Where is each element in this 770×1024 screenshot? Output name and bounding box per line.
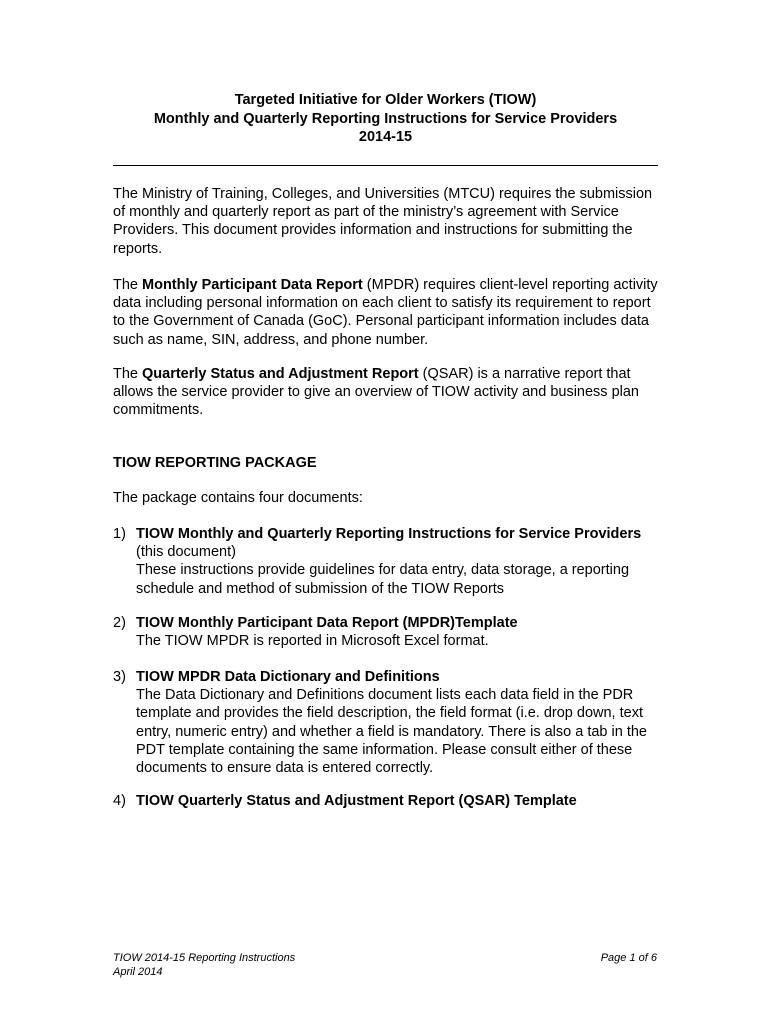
intro-paragraph-3 [113,365,661,420]
list-item [113,525,661,598]
list-item-title: TIOW Monthly and Quarterly Reporting Instructions for Service Providers [136,526,642,542]
list-number: 3) [113,669,126,685]
list-item-description: The TIOW MPDR is reported in Microsoft Excel format. [136,633,489,650]
list-number: 1) [113,526,126,542]
list-item-note: (this document) [136,544,236,561]
package-lead: The package contains four documents: [113,490,363,506]
footer-title: TIOW 2014-15 Reporting Instructions [113,952,296,964]
p2-prefix: The [113,277,143,293]
qsar-term: Quarterly Status and Adjustment Report [142,366,419,382]
p3-prefix: The [113,366,143,382]
p3-text: (QSAR) is a narrative report that allows the service provider to give an overview of TIOW activity and business plan commitments. [113,366,640,419]
p2-text: (MPDR) requires client-level reporting activity data including personal information on each client to satisfy its requirement to report to the Government of Canada (GoC). Personal participant information includes data such as name, SIN, address, and phone number. [113,277,658,348]
list-item-title: TIOW Monthly Participant Data Report (MPDR)Template [136,615,518,631]
mpdr-term: Monthly Participant Data Report [142,277,363,293]
list-item-description: These instructions provide guidelines for data entry, data storage, a reporting schedule and method of submission of the TIOW Reports [136,562,630,597]
title-divider [113,165,658,166]
list-item-title: TIOW MPDR Data Dictionary and Definitions [136,669,440,685]
title-line-1: Targeted Initiative for Older Workers (TIOW) [234,92,537,108]
list-item [113,668,661,777]
list-number: 4) [113,793,126,809]
title-line-2: Monthly and Quarterly Reporting Instructions for Service Providers [153,110,618,127]
intro-paragraph-1: The Ministry of Training, Colleges, and Universities (MTCU) requires the submission of monthly and quarterly report as part of the ministry’s agreement with Service Providers. This document provides information and instructions for submitting the reports. [113,186,653,257]
list-item-description: The Data Dictionary and Definitions document lists each data field in the PDR template and provides the field description, the field format (i.e. drop down, text entry, numeric entry) and whether a field is mandatory. There is also a tab in the PDT template containing the same information. Please consult either of these documents to ensure data is entered correctly. [136,687,647,777]
footer-date: April 2014 [113,965,163,978]
list-number: 2) [113,615,126,631]
document-title [113,91,658,147]
title-line-3: 2014-15 [358,129,413,145]
list-item [113,792,661,810]
list-item-title: TIOW Quarterly Status and Adjustment Report (QSAR) Template [136,793,577,809]
page-number: Page 1 of 6 [600,952,657,964]
list-item [113,614,661,650]
footer-document-info [113,952,295,979]
intro-paragraph-2 [113,276,661,349]
section-heading: TIOW REPORTING PACKAGE [113,455,317,471]
